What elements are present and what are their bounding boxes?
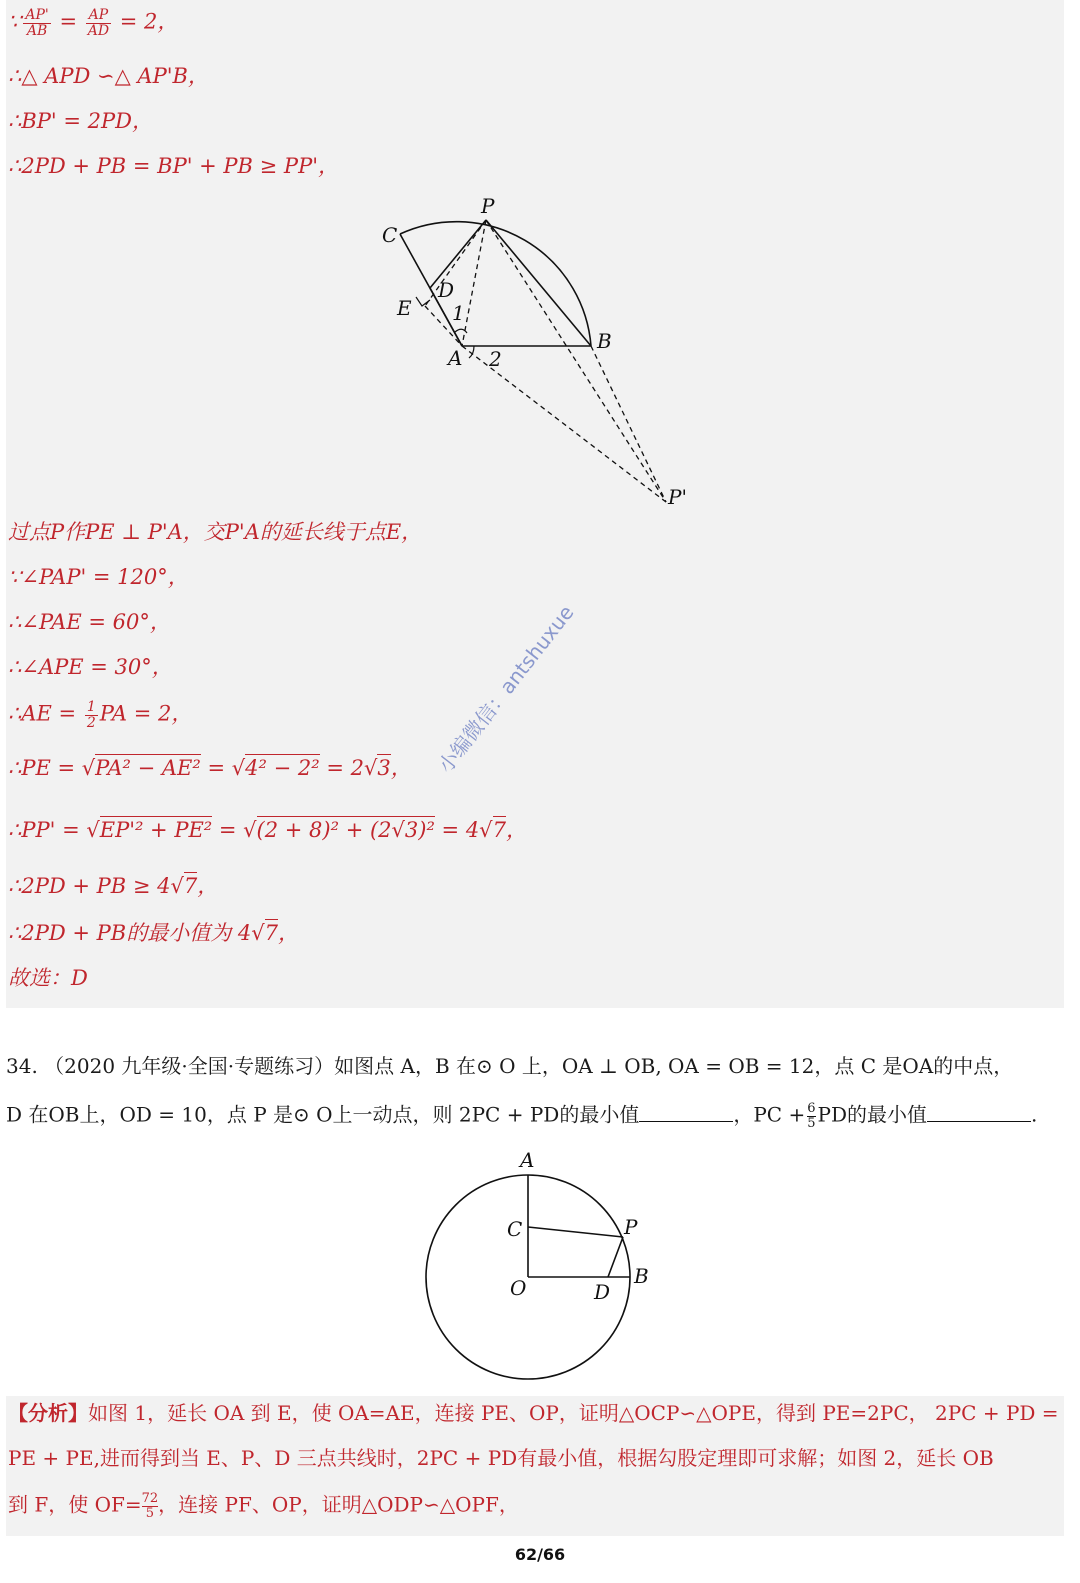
arc-cpb — [400, 222, 591, 346]
answer-blank-1[interactable] — [639, 1121, 733, 1122]
solution-line-8: ∴∠APE = 30°， — [8, 655, 173, 679]
label-p: P — [481, 194, 495, 218]
label-e: E — [397, 296, 412, 320]
solution-line-12: ∴2PD + PB ≥ 4√7， — [8, 874, 219, 898]
dash-pa — [462, 220, 486, 346]
label-p-prime: P' — [668, 485, 687, 509]
solution-line-14: 故选：D — [8, 966, 88, 990]
label-c: C — [507, 1217, 523, 1241]
segment-pb — [486, 220, 591, 346]
solution-line-4: ∴2PD + PB = BP' + PB ≥ PP'， — [8, 154, 339, 178]
label-b: B — [634, 1264, 649, 1288]
solution-line-7: ∴∠PAE = 60°， — [8, 610, 171, 634]
figure-2 — [410, 1145, 670, 1390]
analysis-line-3: 到 F，使 OF= $\frac{72}{5}$，连接 PF、OP，证明△ODP∽△OPF， — [8, 1491, 519, 1521]
label-o: O — [510, 1276, 527, 1300]
question-text-1: （2020 九年级·全国·专题练习）如图点 A，B 在⊙ O 上，OA ⊥ OB, OA = OB = 12，点 C 是OA的中点， — [44, 1054, 1014, 1078]
figure-1 — [370, 190, 710, 520]
answer-blank-2[interactable] — [927, 1121, 1031, 1122]
question-number: 34. — [6, 1054, 38, 1078]
label-2: 2 — [489, 347, 502, 371]
label-1: 1 — [452, 301, 465, 325]
label-c: C — [382, 223, 398, 247]
solution-line-13: ∴2PD + PB的最小值为 4√7， — [8, 921, 299, 945]
analysis-line-2: PE + PE,进而得到当 E、P、D 三点共线时，2PC + PD有最小值，根据勾股定理即可求解；如图 2，延长 OB — [8, 1446, 994, 1470]
analysis-line-1: 【分析】如图 1，延长 OA 到 E，使 OA=AE，连接 PE、OP，证明△OCP∽△OPE，得到 PE=2PC， 2PC + PD = — [8, 1401, 1059, 1425]
label-a: A — [448, 346, 463, 370]
solution-line-3: ∴BP' = 2PD， — [8, 109, 153, 133]
segment-cp — [528, 1227, 623, 1237]
question-line-1 — [6, 1056, 1013, 1076]
solution-line-9: ∴AE = $\frac{1}{2}$ PA = 2， — [8, 699, 193, 731]
page-number: 62/66 — [514, 1545, 566, 1564]
solution-line-11: ∴PP' = √EP'² + PE² = √(2 + 8)² + (2√3)² = 4√7， — [8, 818, 527, 842]
solution-line-6: ∵∠PAP' = 120°， — [8, 565, 189, 589]
dash-pp — [486, 220, 666, 502]
dash-bp — [591, 346, 666, 502]
segment-pd — [608, 1237, 623, 1277]
label-a: A — [520, 1148, 535, 1172]
watermark: 小编微信：antshuxue — [433, 600, 579, 778]
question-line-2: D 在OB上，OD = 10，点 P 是⊙ O上一动点，则 2PC + PD的最小值 ，PC + $\frac{6}{5}$ PD的最小值 . — [6, 1101, 1038, 1131]
label-p: P — [624, 1215, 638, 1239]
solution-line-1: ∵ $\frac{AP'}{AB}$ = $\frac{AP}{AD}$ = 2， — [8, 7, 179, 39]
analysis-tag: 【分析】 — [8, 1401, 88, 1425]
dash-pe — [425, 220, 486, 306]
solution-line-2: ∴△ APD ∽△ AP'B， — [8, 64, 209, 88]
solution-line-10: ∴PE = √PA² − AE² = √4² − 2² = 2√3， — [8, 756, 412, 780]
solution-line-5: 过点P作PE ⊥ P'A，交P'A的延长线于点E， — [8, 520, 423, 544]
label-d: D — [594, 1280, 611, 1304]
label-d: D — [438, 278, 455, 302]
label-b: B — [597, 329, 612, 353]
